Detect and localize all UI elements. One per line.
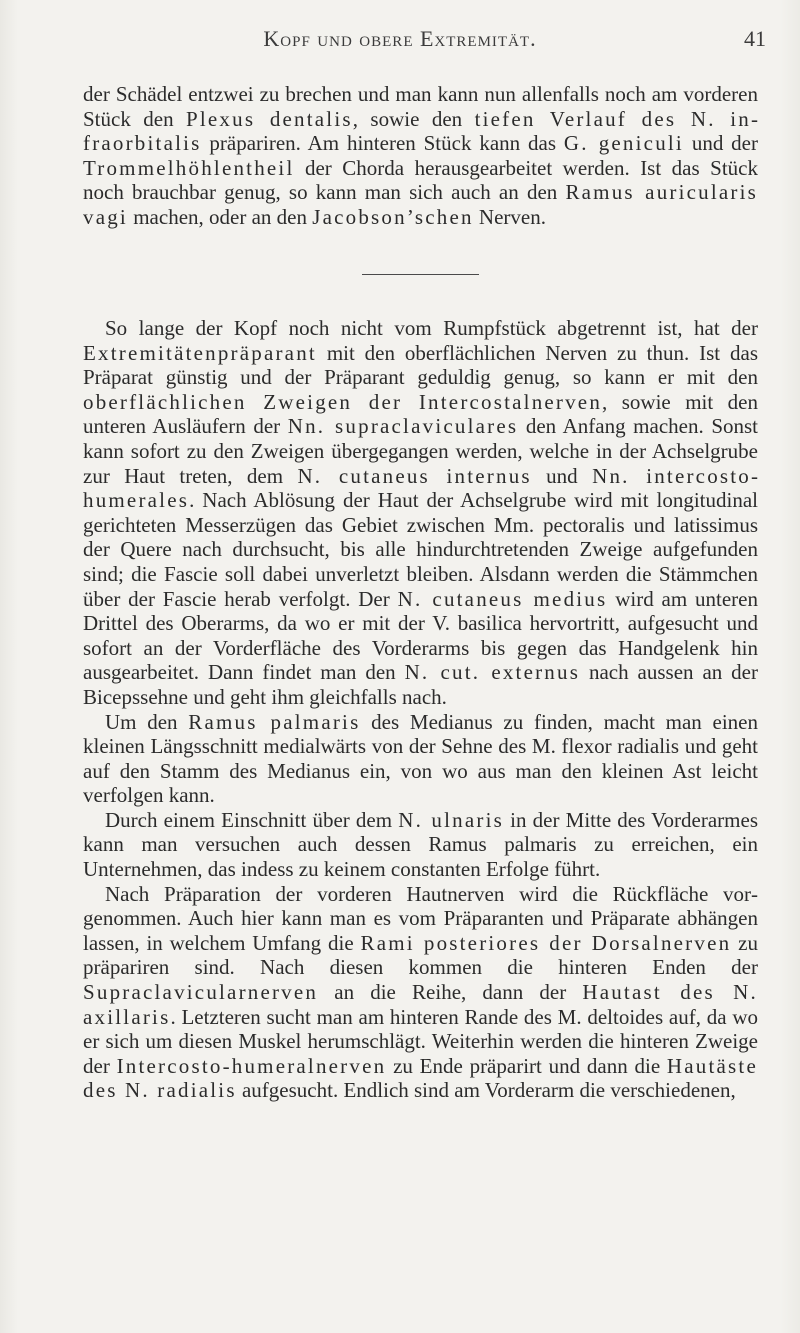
paragraph xyxy=(83,316,758,710)
paragraph xyxy=(83,82,758,230)
spaced-term: N. cutaneus internus xyxy=(297,463,532,488)
spaced-term: Ramus palmaris xyxy=(188,709,361,734)
text-run: Durch einem Einschnitt über dem xyxy=(105,807,399,832)
page-number: 41 xyxy=(744,26,766,51)
spaced-term: Hautäste des N. radialis xyxy=(83,1053,758,1103)
text-run: mit den oberflächlichen Nerven zu thun. Ist das Präparat günstig und der Präparant geduldig genug, so kann er mit den xyxy=(83,340,758,390)
text-run: und der xyxy=(683,131,758,156)
spaced-term: N. cut. externus xyxy=(404,660,581,685)
spaced-term: Trommelhöhlentheil xyxy=(83,155,295,180)
text-run: , sowie den xyxy=(352,106,475,131)
spaced-term: Supraclavicularnerven xyxy=(83,980,319,1005)
spaced-term: Jacobson’schen xyxy=(312,204,474,229)
paragraph xyxy=(83,808,758,882)
text-run: des Medianus zu finden, macht man einen kleinen Längsschnitt medialwärts von der Sehne des M. flexor radialis und geht auf den Stamm des Medianus ein, von wo aus man den kleinen Ast leicht verfolgen kann. xyxy=(83,709,758,808)
spaced-term: N. ulnaris xyxy=(398,807,504,832)
text-run: , sowie mit den unteren Ausläufern der xyxy=(83,389,758,439)
text-block-top xyxy=(83,82,758,230)
text-run: und xyxy=(531,463,593,488)
spaced-term: N. cutaneus medius xyxy=(397,586,608,611)
spaced-term: G. geniculi xyxy=(563,131,684,156)
text-run: der Chorda herausgearbeitet werden. Ist das Stück noch brauchbar genug, so kann man sich auch an den xyxy=(83,155,758,205)
text-run: aufgesucht. Endlich sind am Vorderarm die verschiedenen, xyxy=(236,1078,736,1103)
text-run: der Schädel entzwei zu brechen und man kann nun allenfalls noch am vorderen Stück den xyxy=(83,82,758,131)
text-run: Um den xyxy=(105,709,189,734)
text-run: in der Mitte des Vorderarmes kann man versuchen auch dessen Ramus palmaris zu erreichen, ein Unternehmen, das indess zu keinem constanten Erfolge führt. xyxy=(83,807,758,882)
text-run: den Anfang machen. Sonst kann sofort zu den Zweigen übergegangen werden, welche in der Achselgrube zur Haut treten, dem xyxy=(83,414,758,488)
text-run: Nach Präparation der vorderen Hautnerven wird die Rückfläche vorgenommen. Auch hier kann man es vom Präparanten und Präparate abhängen lassen, in welchem Umfang die xyxy=(83,881,758,955)
text-run: präpariren. Am hinteren Stück kann das xyxy=(201,131,564,156)
text-run: wird am unteren Drittel des Oberarms, da wo er mit der V. basilica hervortritt, aufgesucht und sofort an der Vorderfläche des Vorderarms bis gegen das Handgelenk hin ausgearbeitet. Dann findet man den xyxy=(83,586,758,685)
spaced-term: Nn. supraclaviculares xyxy=(287,414,519,439)
text-run: nach aussen an der Bicepssehne und geht ihm gleichfalls nach. xyxy=(83,660,758,709)
spaced-term: Nn. intercostohumerales xyxy=(83,463,759,513)
text-run: machen, oder an den xyxy=(127,204,313,229)
spaced-term: oberflächlichen Zweigen der Intercostalnerven xyxy=(83,389,603,414)
spaced-term: Extremitätenpräparant xyxy=(83,340,317,365)
spaced-term: tiefen Verlauf des N. infraorbitalis xyxy=(83,106,758,156)
running-header xyxy=(30,26,770,58)
spaced-term: Plexus dentalis xyxy=(186,106,353,131)
text-run: zu präpariren sind. Nach diesen kommen die hinteren Enden der xyxy=(83,930,758,980)
spaced-term: Ramus auricularis vagi xyxy=(83,180,758,229)
spaced-term: Intercosto-humeralnerven xyxy=(116,1053,387,1078)
text-run: an die Reihe, dann der xyxy=(318,980,583,1005)
text-run: Nerven. xyxy=(473,204,546,229)
text-run: . Nach Ablösung der Haut der Achselgrube wird mit longitudinal gerichteten Messerzügen das Gebiet zwischen Mm. pectoralis und latissimus der Quere nach durchsucht, bis alle hindurchtretenden Zweige aufgefunden sind; die Fascie soll dabei unverletzt bleiben. Alsdann werden die Stämmchen über der Fascie herab verfolgt. Der xyxy=(83,488,758,611)
spaced-term: Hautast des N. axillaris xyxy=(83,980,758,1029)
header-title: Kopf und obere Extremität. xyxy=(263,26,537,51)
text-run: So lange der Kopf noch nicht vom Rumpfstück abgetrennt ist, hat der xyxy=(105,316,758,340)
text-run: zu Ende präparirt und dann die xyxy=(386,1053,667,1078)
section-divider xyxy=(362,274,479,275)
text-block-main xyxy=(83,316,758,1103)
text-run: . Letzteren sucht man am hinteren Rande des M. deltoides auf, da wo er sich um diesen Muskel herumschlägt. Weiterhin werden die hinteren Zweige der xyxy=(83,1004,758,1078)
paragraph xyxy=(83,710,758,808)
paragraph xyxy=(83,882,758,1103)
spaced-term: Rami posteriores der Dorsalnerven xyxy=(360,930,732,955)
